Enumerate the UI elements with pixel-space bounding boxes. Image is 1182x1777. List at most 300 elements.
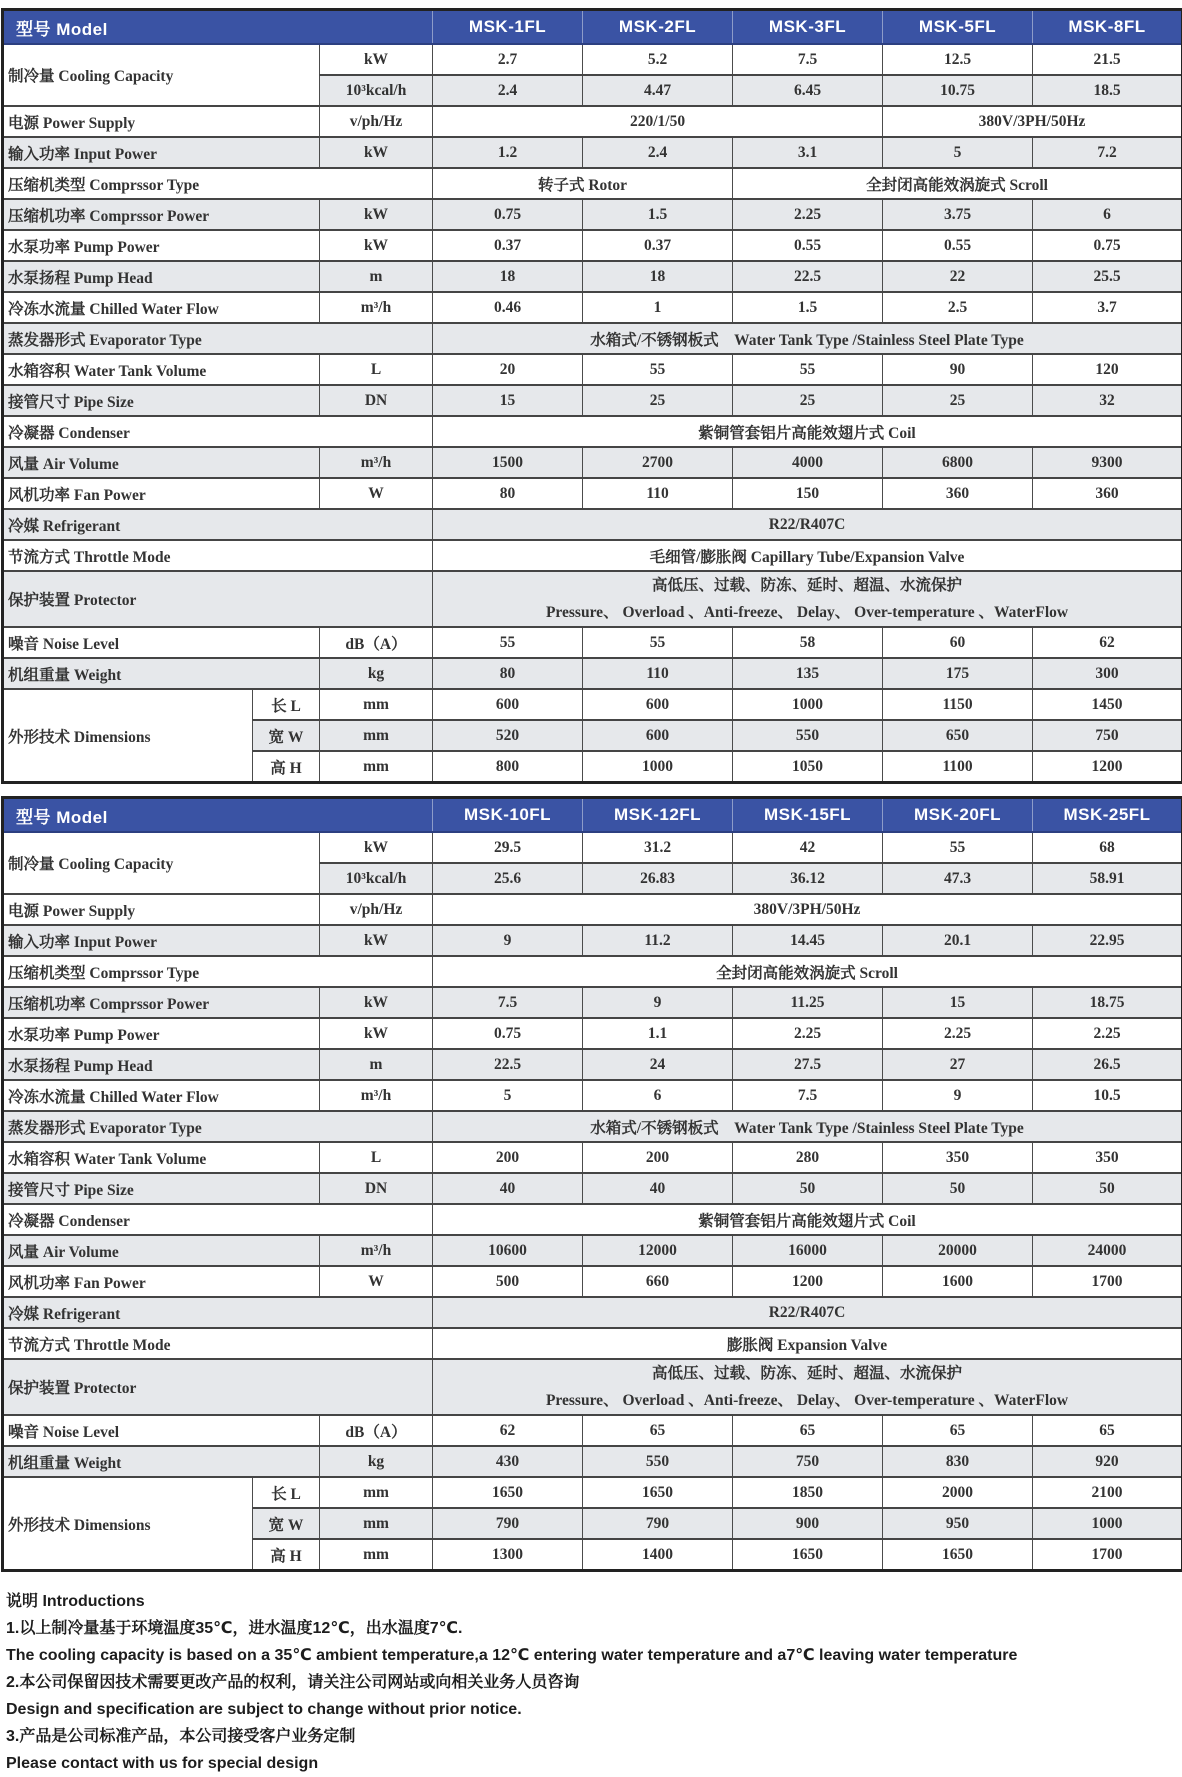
unit-cell: kW xyxy=(320,925,433,956)
value-cell: 1200 xyxy=(733,1266,883,1297)
value-cell: 32 xyxy=(1033,385,1182,416)
value-cell: 1.2 xyxy=(433,137,583,168)
value-cell: 2.7 xyxy=(433,44,583,75)
value-cell: 11.2 xyxy=(583,925,733,956)
value-cell: 40 xyxy=(583,1173,733,1204)
protector-line-2: Pressure、 Overload 、Anti-freeze、 Delay、 Over-temperature 、WaterFlow xyxy=(437,1387,1177,1414)
value-cell: 5 xyxy=(433,1080,583,1111)
value-cell: 10.75 xyxy=(883,75,1033,106)
value-cell: R22/R407C xyxy=(433,509,1182,540)
model-name-cell: MSK-25FL xyxy=(1033,798,1182,833)
value-cell: 2.4 xyxy=(433,75,583,106)
value-cell: 0.75 xyxy=(1033,230,1182,261)
value-cell: 600 xyxy=(583,689,733,720)
table-row xyxy=(3,1446,1182,1477)
model-name-cell: MSK-20FL xyxy=(883,798,1033,833)
unit-cell: kg xyxy=(320,658,433,689)
value-cell: 26.83 xyxy=(583,863,733,894)
value-cell: 350 xyxy=(1033,1142,1182,1173)
value-cell: 6 xyxy=(583,1080,733,1111)
table-row xyxy=(3,832,1182,863)
value-cell: 790 xyxy=(583,1508,733,1539)
table-row xyxy=(3,1204,1182,1235)
value-cell: 25.6 xyxy=(433,863,583,894)
value-cell: 0.37 xyxy=(433,230,583,261)
value-cell: 58.91 xyxy=(1033,863,1182,894)
row-label-cell: 水泵功率 Pump Power xyxy=(3,230,320,261)
value-cell: 110 xyxy=(583,478,733,509)
value-cell: 9 xyxy=(583,987,733,1018)
unit-cell: m³/h xyxy=(320,292,433,323)
table-row xyxy=(3,894,1182,925)
table-row xyxy=(3,230,1182,261)
value-cell: 350 xyxy=(883,1142,1033,1173)
value-cell: 0.55 xyxy=(733,230,883,261)
value-cell: 3.1 xyxy=(733,137,883,168)
table-row xyxy=(3,571,1182,627)
value-cell: 3.7 xyxy=(1033,292,1182,323)
unit-cell: kW xyxy=(320,199,433,230)
unit-cell: m xyxy=(320,261,433,292)
value-cell: 40 xyxy=(433,1173,583,1204)
value-cell: 2000 xyxy=(883,1477,1033,1508)
value-cell: 1650 xyxy=(583,1477,733,1508)
model-header-label: 型号 Model xyxy=(3,10,433,45)
value-cell: 1000 xyxy=(733,689,883,720)
row-label-cell: 电源 Power Supply xyxy=(3,106,320,137)
value-cell: 31.2 xyxy=(583,832,733,863)
spec-table-2 xyxy=(1,796,1182,1572)
table-row xyxy=(3,447,1182,478)
value-cell: 1.5 xyxy=(583,199,733,230)
value-cell: 6.45 xyxy=(733,75,883,106)
value-cell: 300 xyxy=(1033,658,1182,689)
row-label-cell: 蒸发器形式 Evaporator Type xyxy=(3,1111,433,1142)
table-row xyxy=(3,1235,1182,1266)
value-cell: 20.1 xyxy=(883,925,1033,956)
unit-cell: kW xyxy=(320,832,433,863)
value-cell: 全封闭高能效涡旋式 Scroll xyxy=(433,956,1182,987)
value-cell: 2.25 xyxy=(733,199,883,230)
value-cell: 4.47 xyxy=(583,75,733,106)
value-cell: 7.5 xyxy=(433,987,583,1018)
value-cell: 135 xyxy=(733,658,883,689)
value-cell: 1000 xyxy=(1033,1508,1182,1539)
value-cell: 1500 xyxy=(433,447,583,478)
value-cell: 58 xyxy=(733,627,883,658)
value-cell: 1.1 xyxy=(583,1018,733,1049)
table-row xyxy=(3,323,1182,354)
table-row xyxy=(3,292,1182,323)
model-name-cell: MSK-10FL xyxy=(433,798,583,833)
value-cell: 0.46 xyxy=(433,292,583,323)
dimension-sub-label-cell: 高 H xyxy=(253,1539,320,1571)
row-label-cell: 输入功率 Input Power xyxy=(3,137,320,168)
table-row xyxy=(3,1142,1182,1173)
table-row xyxy=(3,1049,1182,1080)
value-cell: 2.4 xyxy=(583,137,733,168)
value-cell: 1200 xyxy=(1033,751,1182,783)
value-cell: 1 xyxy=(583,292,733,323)
table-row xyxy=(3,478,1182,509)
value-cell: 15 xyxy=(883,987,1033,1018)
value-cell: 1.5 xyxy=(733,292,883,323)
value-cell: 280 xyxy=(733,1142,883,1173)
value-cell: 430 xyxy=(433,1446,583,1477)
row-label-cell: 节流方式 Throttle Mode xyxy=(3,540,433,571)
value-cell: 2700 xyxy=(583,447,733,478)
dimension-sub-label-cell: 宽 W xyxy=(253,720,320,751)
row-label-cell: 制冷量 Cooling Capacity xyxy=(3,832,320,894)
value-cell: 1300 xyxy=(433,1539,583,1571)
value-cell: 55 xyxy=(883,832,1033,863)
value-cell: 50 xyxy=(733,1173,883,1204)
table-row xyxy=(3,1080,1182,1111)
unit-cell: kW xyxy=(320,987,433,1018)
value-cell xyxy=(433,1359,1182,1415)
value-cell: 1650 xyxy=(883,1539,1033,1571)
value-cell: 500 xyxy=(433,1266,583,1297)
note-line-2-en: Design and specification are subject to change without prior notice. xyxy=(6,1696,1182,1723)
table-row xyxy=(3,385,1182,416)
unit-cell: kg xyxy=(320,1446,433,1477)
table-row xyxy=(3,354,1182,385)
protector-line-1: 高低压、过载、防冻、延时、超温、水流保护 xyxy=(437,1360,1177,1387)
value-cell: 830 xyxy=(883,1446,1033,1477)
value-cell: 65 xyxy=(733,1415,883,1446)
model-name-cell: MSK-5FL xyxy=(883,10,1033,45)
value-cell: 10600 xyxy=(433,1235,583,1266)
row-label-cell: 输入功率 Input Power xyxy=(3,925,320,956)
value-cell: 200 xyxy=(433,1142,583,1173)
note-line-3-en: Please contact with us for special design xyxy=(6,1750,1182,1777)
value-cell: 360 xyxy=(883,478,1033,509)
table-row xyxy=(3,1018,1182,1049)
unit-cell: m³/h xyxy=(320,1080,433,1111)
row-label-cell: 冷媒 Refrigerant xyxy=(3,1297,433,1328)
value-cell: 12.5 xyxy=(883,44,1033,75)
value-cell: 全封闭高能效涡旋式 Scroll xyxy=(733,168,1182,199)
row-label-cell: 压缩机功率 Comprssor Power xyxy=(3,987,320,1018)
value-cell: 24000 xyxy=(1033,1235,1182,1266)
value-cell: 水箱式/不锈钢板式 Water Tank Type /Stainless Steel Plate Type xyxy=(433,1111,1182,1142)
note-line-2: 2.本公司保留因技术需要更改产品的权利，请关注公司网站或向相关业务人员咨询 xyxy=(6,1669,1182,1696)
value-cell: 27 xyxy=(883,1049,1033,1080)
table-row xyxy=(3,1328,1182,1359)
protector-line-1: 高低压、过载、防冻、延时、超温、水流保护 xyxy=(437,572,1177,599)
value-cell: 65 xyxy=(1033,1415,1182,1446)
value-cell: 9 xyxy=(433,925,583,956)
row-label-cell: 压缩机功率 Comprssor Power xyxy=(3,199,320,230)
row-label-cell: 冷冻水流量 Chilled Water Flow xyxy=(3,1080,320,1111)
value-cell: 15 xyxy=(433,385,583,416)
row-label-cell: 风量 Air Volume xyxy=(3,1235,320,1266)
row-label-cell: 外形技术 Dimensions xyxy=(3,1477,253,1571)
table-row xyxy=(3,261,1182,292)
value-cell: 18.5 xyxy=(1033,75,1182,106)
value-cell: 650 xyxy=(883,720,1033,751)
value-cell: 550 xyxy=(733,720,883,751)
row-label-cell: 节流方式 Throttle Mode xyxy=(3,1328,433,1359)
value-cell: 1650 xyxy=(733,1539,883,1571)
value-cell: 毛细管/膨胀阀 Capillary Tube/Expansion Valve xyxy=(433,540,1182,571)
value-cell xyxy=(433,571,1182,627)
value-cell: 360 xyxy=(1033,478,1182,509)
model-name-cell: MSK-3FL xyxy=(733,10,883,45)
unit-cell: m³/h xyxy=(320,447,433,478)
model-header-row xyxy=(3,10,1182,45)
unit-cell: mm xyxy=(320,1539,433,1571)
row-label-cell: 保护装置 Protector xyxy=(3,571,433,627)
value-cell: 9300 xyxy=(1033,447,1182,478)
value-cell: 29.5 xyxy=(433,832,583,863)
value-cell: 0.75 xyxy=(433,1018,583,1049)
value-cell: 380V/3PH/50Hz xyxy=(883,106,1182,137)
row-label-cell: 水泵扬程 Pump Head xyxy=(3,261,320,292)
value-cell: 24 xyxy=(583,1049,733,1080)
table-row xyxy=(3,658,1182,689)
value-cell: 22.95 xyxy=(1033,925,1182,956)
row-label-cell: 冷凝器 Condenser xyxy=(3,1204,433,1235)
value-cell: 5.2 xyxy=(583,44,733,75)
row-label-cell: 冷媒 Refrigerant xyxy=(3,509,433,540)
table-row xyxy=(3,416,1182,447)
unit-cell: mm xyxy=(320,689,433,720)
unit-cell: kW xyxy=(320,230,433,261)
value-cell: 42 xyxy=(733,832,883,863)
unit-cell: kW xyxy=(320,137,433,168)
row-label-cell: 水泵扬程 Pump Head xyxy=(3,1049,320,1080)
unit-cell: 10³kcal/h xyxy=(320,75,433,106)
value-cell: 380V/3PH/50Hz xyxy=(433,894,1182,925)
unit-cell: dB（A） xyxy=(320,627,433,658)
dimension-sub-label-cell: 高 H xyxy=(253,751,320,783)
value-cell: 65 xyxy=(583,1415,733,1446)
value-cell: 68 xyxy=(1033,832,1182,863)
row-label-cell: 保护装置 Protector xyxy=(3,1359,433,1415)
unit-cell: m xyxy=(320,1049,433,1080)
value-cell: 4000 xyxy=(733,447,883,478)
row-label-cell: 水箱容积 Water Tank Volume xyxy=(3,354,320,385)
value-cell: 550 xyxy=(583,1446,733,1477)
value-cell: 55 xyxy=(433,627,583,658)
unit-cell: v/ph/Hz xyxy=(320,894,433,925)
table-row xyxy=(3,199,1182,230)
value-cell: 12000 xyxy=(583,1235,733,1266)
table-row xyxy=(3,106,1182,137)
notes-section xyxy=(6,1588,1182,1777)
value-cell: 36.12 xyxy=(733,863,883,894)
value-cell: 920 xyxy=(1033,1446,1182,1477)
value-cell: 膨胀阀 Expansion Valve xyxy=(433,1328,1182,1359)
value-cell: 2.5 xyxy=(883,292,1033,323)
value-cell: 60 xyxy=(883,627,1033,658)
note-line-3: 3.产品是公司标准产品，本公司接受客户业务定制 xyxy=(6,1723,1182,1750)
value-cell: 660 xyxy=(583,1266,733,1297)
value-cell: 1000 xyxy=(583,751,733,783)
value-cell: 150 xyxy=(733,478,883,509)
row-label-cell: 机组重量 Weight xyxy=(3,1446,320,1477)
row-label-cell: 水箱容积 Water Tank Volume xyxy=(3,1142,320,1173)
value-cell: 1400 xyxy=(583,1539,733,1571)
row-label-cell: 冷冻水流量 Chilled Water Flow xyxy=(3,292,320,323)
unit-cell: 10³kcal/h xyxy=(320,863,433,894)
unit-cell: v/ph/Hz xyxy=(320,106,433,137)
value-cell: 55 xyxy=(583,627,733,658)
table-row xyxy=(3,1173,1182,1204)
table-row xyxy=(3,1266,1182,1297)
unit-cell: DN xyxy=(320,385,433,416)
table-row xyxy=(3,627,1182,658)
table-row xyxy=(3,689,1182,720)
value-cell: 750 xyxy=(733,1446,883,1477)
unit-cell: L xyxy=(320,1142,433,1173)
value-cell: 25 xyxy=(883,385,1033,416)
row-label-cell: 接管尺寸 Pipe Size xyxy=(3,1173,320,1204)
value-cell: 600 xyxy=(583,720,733,751)
value-cell: 520 xyxy=(433,720,583,751)
value-cell: 14.45 xyxy=(733,925,883,956)
model-name-cell: MSK-8FL xyxy=(1033,10,1182,45)
value-cell: 220/1/50 xyxy=(433,106,883,137)
value-cell: 80 xyxy=(433,658,583,689)
table-row xyxy=(3,925,1182,956)
value-cell: R22/R407C xyxy=(433,1297,1182,1328)
value-cell: 1700 xyxy=(1033,1266,1182,1297)
dimension-sub-label-cell: 长 L xyxy=(253,689,320,720)
value-cell: 1700 xyxy=(1033,1539,1182,1571)
value-cell: 80 xyxy=(433,478,583,509)
table-row xyxy=(3,1111,1182,1142)
value-cell: 47.3 xyxy=(883,863,1033,894)
value-cell: 27.5 xyxy=(733,1049,883,1080)
row-label-cell: 风机功率 Fan Power xyxy=(3,478,320,509)
table-row xyxy=(3,1359,1182,1415)
notes-title: 说明 Introductions xyxy=(6,1588,1182,1615)
value-cell: 62 xyxy=(1033,627,1182,658)
unit-cell: DN xyxy=(320,1173,433,1204)
value-cell: 110 xyxy=(583,658,733,689)
value-cell: 1150 xyxy=(883,689,1033,720)
row-label-cell: 压缩机类型 Comprssor Type xyxy=(3,168,433,199)
value-cell: 0.55 xyxy=(883,230,1033,261)
model-header-row xyxy=(3,798,1182,833)
row-label-cell: 电源 Power Supply xyxy=(3,894,320,925)
unit-cell: mm xyxy=(320,751,433,783)
value-cell: 2.25 xyxy=(733,1018,883,1049)
table-row xyxy=(3,540,1182,571)
value-cell: 120 xyxy=(1033,354,1182,385)
row-label-cell: 外形技术 Dimensions xyxy=(3,689,253,783)
value-cell: 1450 xyxy=(1033,689,1182,720)
value-cell: 紫铜管套铝片高能效翅片式 Coil xyxy=(433,1204,1182,1235)
value-cell: 800 xyxy=(433,751,583,783)
value-cell: 1650 xyxy=(433,1477,583,1508)
row-label-cell: 风机功率 Fan Power xyxy=(3,1266,320,1297)
table-row xyxy=(3,987,1182,1018)
value-cell: 1850 xyxy=(733,1477,883,1508)
value-cell: 7.5 xyxy=(733,44,883,75)
row-label-cell: 冷凝器 Condenser xyxy=(3,416,433,447)
value-cell: 0.37 xyxy=(583,230,733,261)
unit-cell: W xyxy=(320,478,433,509)
unit-cell: mm xyxy=(320,1508,433,1539)
value-cell: 200 xyxy=(583,1142,733,1173)
value-cell: 22 xyxy=(883,261,1033,292)
unit-cell: m³/h xyxy=(320,1235,433,1266)
row-label-cell: 风量 Air Volume xyxy=(3,447,320,478)
value-cell: 50 xyxy=(1033,1173,1182,1204)
value-cell: 55 xyxy=(583,354,733,385)
model-header-label: 型号 Model xyxy=(3,798,433,833)
row-label-cell: 噪音 Noise Level xyxy=(3,1415,320,1446)
spec-table-1 xyxy=(1,8,1182,784)
value-cell: 55 xyxy=(733,354,883,385)
protector-line-2: Pressure、 Overload 、Anti-freeze、 Delay、 Over-temperature 、WaterFlow xyxy=(437,599,1177,626)
table-row xyxy=(3,1477,1182,1508)
value-cell: 2.25 xyxy=(1033,1018,1182,1049)
row-label-cell: 制冷量 Cooling Capacity xyxy=(3,44,320,106)
dimension-sub-label-cell: 长 L xyxy=(253,1477,320,1508)
value-cell: 水箱式/不锈钢板式 Water Tank Type /Stainless Steel Plate Type xyxy=(433,323,1182,354)
value-cell: 1100 xyxy=(883,751,1033,783)
value-cell: 20 xyxy=(433,354,583,385)
value-cell: 900 xyxy=(733,1508,883,1539)
value-cell: 3.75 xyxy=(883,199,1033,230)
unit-cell: L xyxy=(320,354,433,385)
value-cell: 7.2 xyxy=(1033,137,1182,168)
value-cell: 2.25 xyxy=(883,1018,1033,1049)
value-cell: 20000 xyxy=(883,1235,1033,1266)
row-label-cell: 水泵功率 Pump Power xyxy=(3,1018,320,1049)
row-label-cell: 噪音 Noise Level xyxy=(3,627,320,658)
row-label-cell: 压缩机类型 Comprssor Type xyxy=(3,956,433,987)
value-cell: 6 xyxy=(1033,199,1182,230)
dimension-sub-label-cell: 宽 W xyxy=(253,1508,320,1539)
value-cell: 紫铜管套铝片高能效翅片式 Coil xyxy=(433,416,1182,447)
row-label-cell: 蒸发器形式 Evaporator Type xyxy=(3,323,433,354)
value-cell: 62 xyxy=(433,1415,583,1446)
value-cell: 750 xyxy=(1033,720,1182,751)
value-cell: 22.5 xyxy=(433,1049,583,1080)
table-row xyxy=(3,1415,1182,1446)
value-cell: 11.25 xyxy=(733,987,883,1018)
value-cell: 18 xyxy=(433,261,583,292)
unit-cell: mm xyxy=(320,720,433,751)
value-cell: 600 xyxy=(433,689,583,720)
value-cell: 7.5 xyxy=(733,1080,883,1111)
model-name-cell: MSK-2FL xyxy=(583,10,733,45)
value-cell: 18.75 xyxy=(1033,987,1182,1018)
note-line-1: 1.以上制冷量基于环境温度35℃，进水温度12℃，出水温度7℃. xyxy=(6,1615,1182,1642)
value-cell: 90 xyxy=(883,354,1033,385)
row-label-cell: 机组重量 Weight xyxy=(3,658,320,689)
value-cell: 1050 xyxy=(733,751,883,783)
value-cell: 10.5 xyxy=(1033,1080,1182,1111)
value-cell: 5 xyxy=(883,137,1033,168)
value-cell: 50 xyxy=(883,1173,1033,1204)
table-row xyxy=(3,1297,1182,1328)
table-row xyxy=(3,956,1182,987)
unit-cell: dB（A） xyxy=(320,1415,433,1446)
table-row xyxy=(3,137,1182,168)
value-cell: 0.75 xyxy=(433,199,583,230)
value-cell: 950 xyxy=(883,1508,1033,1539)
unit-cell: kW xyxy=(320,1018,433,1049)
value-cell: 21.5 xyxy=(1033,44,1182,75)
value-cell: 1600 xyxy=(883,1266,1033,1297)
model-name-cell: MSK-15FL xyxy=(733,798,883,833)
